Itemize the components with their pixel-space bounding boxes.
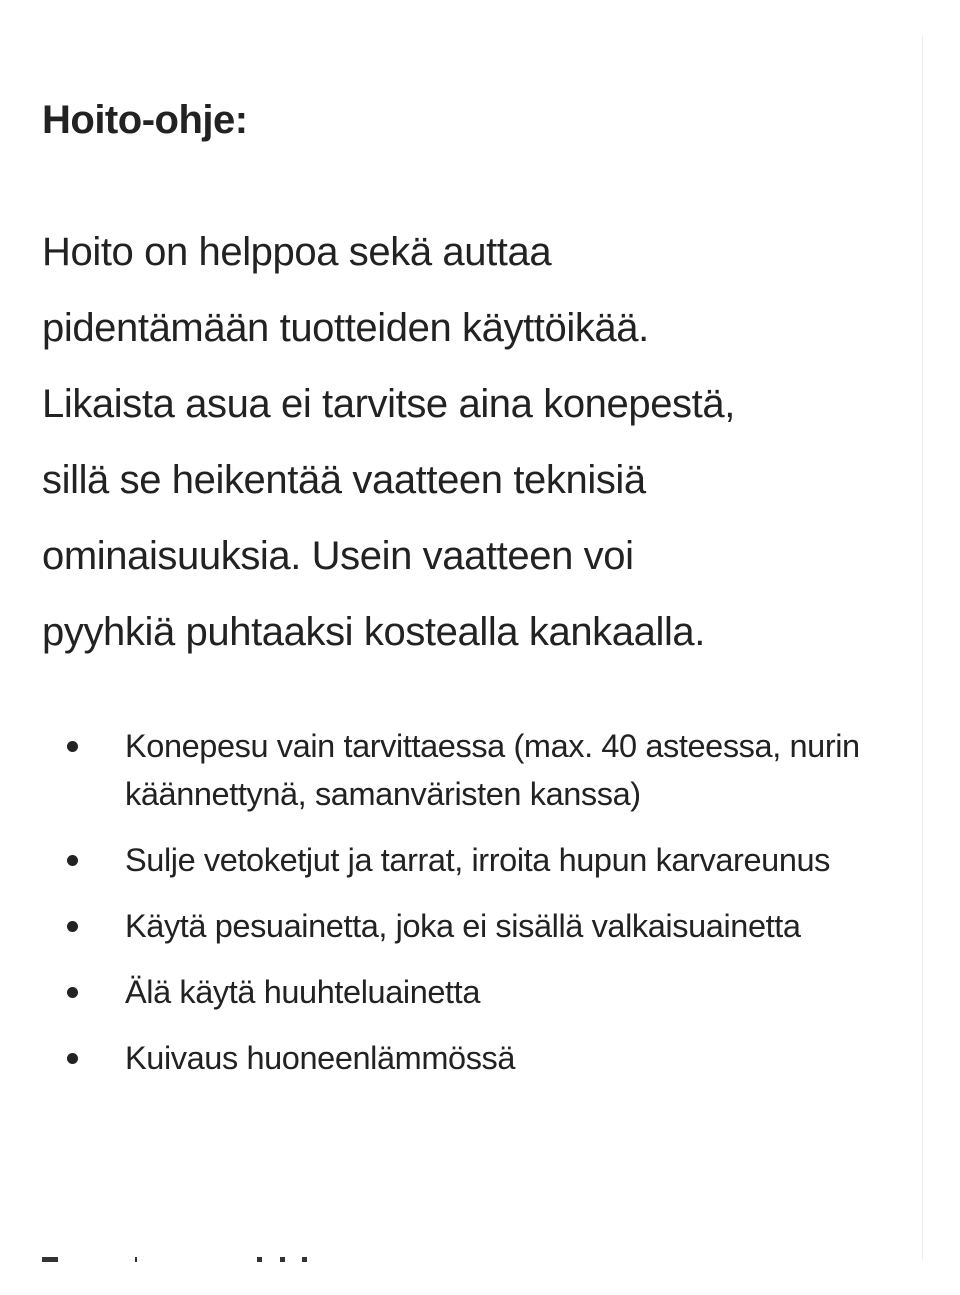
bullet-icon [67,741,78,752]
care-list [42,722,922,1100]
bullet-icon [67,1053,78,1064]
list-item [42,902,922,950]
clipped-glyph [135,1257,137,1262]
paragraph-line: sillä se heikentää vaatteen teknisiä [42,458,646,502]
list-item [42,722,922,818]
list-item-text: Käytä pesuainetta, joka ei sisällä valkaisuainetta [125,908,801,944]
clipped-glyph [280,1257,285,1262]
list-item [42,1034,922,1082]
bullet-icon [67,987,78,998]
list-item-text: Älä käytä huuhteluainetta [125,974,480,1010]
paragraph-line: ominaisuuksia. Usein vaatteen voi [42,534,634,578]
bullet-icon [67,921,78,932]
clipped-glyph [302,1257,307,1262]
list-item-text: Kuivaus huoneenlämmössä [125,1040,516,1076]
bullet-icon [67,855,78,866]
paragraph-line: pyyhkiä puhtaaksi kostealla kankaalla. [42,610,705,654]
paragraph-line: Likaista asua ei tarvitse aina konepestä, [42,382,735,426]
page-edge-divider [922,35,923,1260]
paragraph-line: pidentämään tuotteiden käyttöikää. [42,306,649,350]
paragraph-line: Hoito on helppoa sekä auttaa [42,230,552,274]
clipped-glyph [257,1257,262,1262]
care-paragraph [42,214,912,670]
clipped-glyph [42,1257,58,1262]
list-item [42,836,922,884]
list-item-text: Konepesu vain tarvittaessa (max. 40 asteessa, nurin käännettynä, samanväristen kanssa) [125,728,860,812]
list-item-text: Sulje vetoketjut ja tarrat, irroita hupun karvareunus [125,842,831,878]
list-item [42,968,922,1016]
section-heading: Hoito-ohje: [42,98,248,142]
